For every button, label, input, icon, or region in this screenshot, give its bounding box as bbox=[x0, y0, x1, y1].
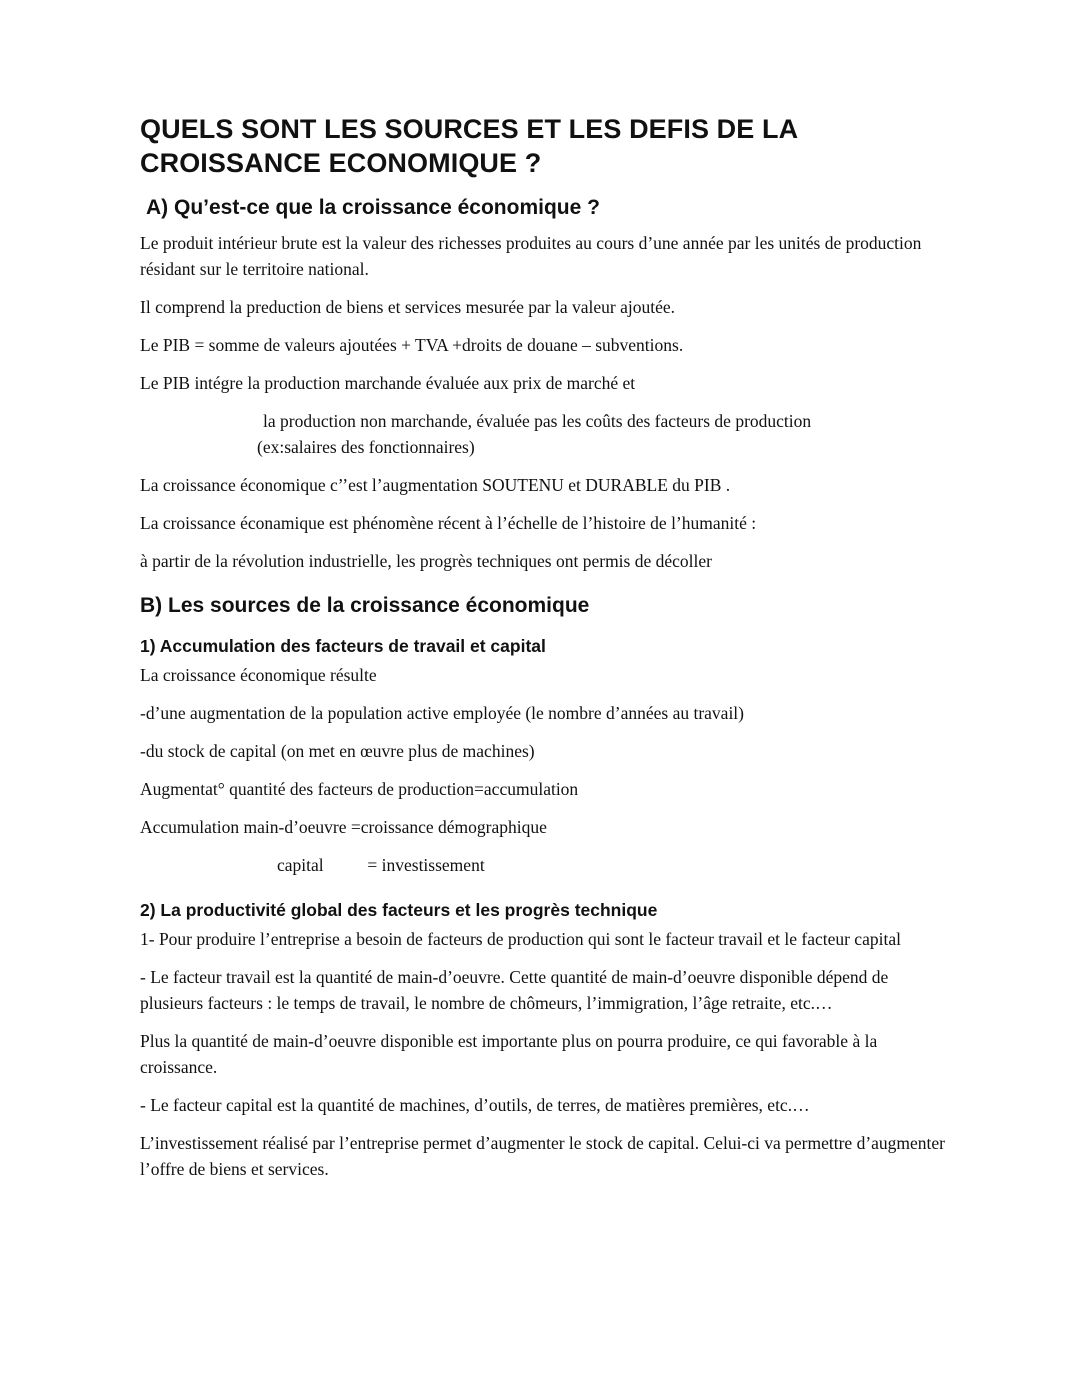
paragraph: - Le facteur travail est la quantité de main-d’oeuvre. Cette quantité de main-d’oeuvre disponible dépend de plusieurs facteurs : le temps de travail, le nombre de chômeurs, l’immigration, l’âge retraite, etc.… bbox=[140, 967, 889, 1013]
paragraph-indented: capital = investissement bbox=[277, 855, 485, 875]
paragraph: Plus la quantité de main-d’oeuvre disponible est importante plus on pourra produire, ce qui favorable à la croissance. bbox=[140, 1031, 878, 1077]
paragraph: La croissance éconamique est phénomène récent à l’échelle de l’histoire de l’humanité : bbox=[140, 513, 757, 533]
paragraph: La croissance économique résulte bbox=[140, 665, 377, 685]
paragraph: Accumulation main-d’oeuvre =croissance démographique bbox=[140, 817, 547, 837]
paragraph: à partir de la révolution industrielle, les progrès techniques ont permis de décoller bbox=[140, 551, 712, 571]
subsection-2-heading: 2) La productivité global des facteurs et les progrès technique bbox=[140, 900, 658, 920]
paragraph: Le PIB intégre la production marchande évaluée aux prix de marché et bbox=[140, 373, 636, 393]
document-page bbox=[140, 112, 945, 1194]
paragraph: L’investissement réalisé par l’entreprise permet d’augmenter le stock de capital. Celui-ci va permettre d’augmenter l’offre de biens et services. bbox=[140, 1133, 945, 1179]
paragraph: La croissance économique c’’est l’augmentation SOUTENU et DURABLE du PIB . bbox=[140, 475, 731, 495]
paragraph: Le produit intérieur brute est la valeur des richesses produites au cours d’une année par les unités de production résidant sur le territoire national. bbox=[140, 233, 922, 279]
paragraph: -du stock de capital (on met en œuvre plus de machines) bbox=[140, 741, 535, 761]
paragraph: Le PIB = somme de valeurs ajoutées + TVA +droits de douane – subventions. bbox=[140, 335, 684, 355]
paragraph-indented: (ex:salaires des fonctionnaires) bbox=[257, 437, 475, 457]
document-title bbox=[140, 112, 945, 180]
title-line-1: QUELS SONT LES SOURCES ET LES DEFIS DE LA bbox=[140, 114, 799, 144]
paragraph: -d’une augmentation de la population active employée (le nombre d’années au travail) bbox=[140, 703, 744, 723]
section-b-heading: B) Les sources de la croissance économique bbox=[140, 594, 590, 617]
paragraph: Il comprend la preduction de biens et services mesurée par la valeur ajoutée. bbox=[140, 297, 675, 317]
paragraph: - Le facteur capital est la quantité de machines, d’outils, de terres, de matières premières, etc.… bbox=[140, 1095, 810, 1115]
section-a-heading: A) Qu’est-ce que la croissance économique ? bbox=[146, 196, 600, 219]
paragraph: 1- Pour produire l’entreprise a besoin de facteurs de production qui sont le facteur travail et le facteur capital bbox=[140, 929, 901, 949]
paragraph: Augmentat° quantité des facteurs de production=accumulation bbox=[140, 779, 579, 799]
paragraph-indented: la production non marchande, évaluée pas les coûts des facteurs de production bbox=[263, 411, 812, 431]
subsection-1-heading: 1) Accumulation des facteurs de travail et capital bbox=[140, 636, 546, 656]
title-line-2: CROISSANCE ECONOMIQUE ? bbox=[140, 148, 542, 178]
